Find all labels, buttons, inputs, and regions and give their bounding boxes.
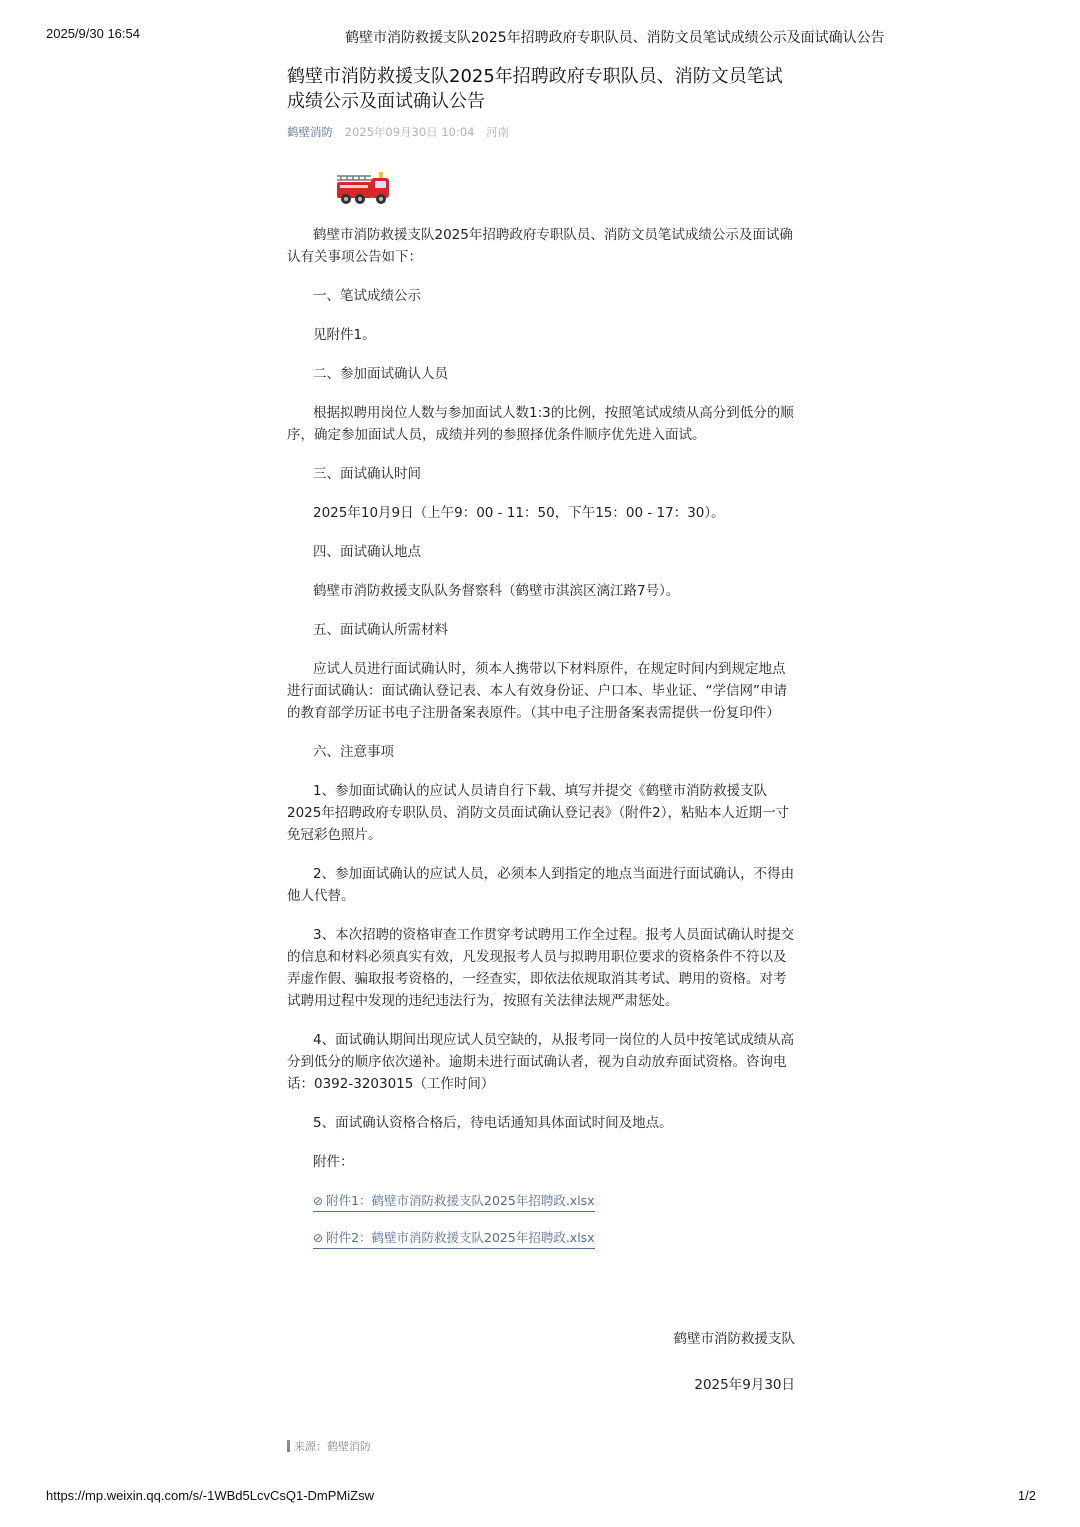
source-text: 来源：鹤壁消防 <box>294 1440 371 1453</box>
paragraph: 3、本次招聘的资格审查工作贯穿考试聘用工作全过程。报考人员面试确认时提交的信息和材料必须真实有效，凡发现报考人员与拟聘用职位要求的资格条件不符以及弄虚作假、骗取报考资格的，一经查实，即依法依规取消其考试、聘用的资格。对考试聘用过程中发现的违纪违法行为，按照有关法律法规严肃惩处。 <box>287 927 795 1009</box>
paragraph: 1、参加面试确认的应试人员请自行下载、填写并提交《鹤壁市消防救援支队2025年招聘政府专职队员、消防文员面试确认登记表》（附件2），粘贴本人近期一寸免冠彩色照片。 <box>287 783 789 843</box>
section-heading: 六、注意事项 <box>313 744 394 760</box>
attachment-name: 附件2：鹤壁市消防救援支队2025年招聘政.xlsx <box>326 1230 595 1245</box>
paragraph: 鹤壁市消防救援支队2025年招聘政府专职队员、消防文员笔试成绩公示及面试确认有关事项公告如下： <box>287 227 793 265</box>
signature-org: 鹤壁市消防救援支队 <box>673 1331 795 1347</box>
attachment-name: 附件1：鹤壁市消防救援支队2025年招聘政.xlsx <box>326 1193 595 1208</box>
section-heading: 四、面试确认地点 <box>313 544 421 560</box>
section-heading: 三、面试确认时间 <box>313 466 421 482</box>
paragraph: 2025年10月9日（上午9：00 - 11：50，下午15：00 - 17：30）。 <box>313 505 725 521</box>
source-line <box>287 1438 371 1454</box>
attachment-link-2[interactable] <box>313 1228 595 1249</box>
paragraph: 鹤壁市消防救援支队队务督察科（鹤壁市淇滨区漓江路7号）。 <box>313 583 680 599</box>
paperclip-icon: ⊘ <box>313 1231 324 1245</box>
attachment-link-1[interactable] <box>313 1191 595 1212</box>
print-header-title: 鹤壁市消防救援支队2025年招聘政府专职队员、消防文员笔试成绩公示及面试确认公告 <box>345 30 885 46</box>
publish-location: 河南 <box>486 125 510 139</box>
article-meta <box>287 124 795 140</box>
signature <box>287 1328 795 1396</box>
source-bar <box>287 1440 290 1452</box>
paragraph: 见附件1。 <box>313 327 376 343</box>
account-name-link[interactable]: 鹤壁消防 <box>287 125 333 139</box>
article-title: 鹤壁市消防救援支队2025年招聘政府专职队员、消防文员笔试成绩公示及面试确认公告 <box>287 66 783 112</box>
signature-date: 2025年9月30日 <box>694 1377 795 1393</box>
paperclip-icon: ⊘ <box>313 1194 324 1208</box>
section-heading: 一、笔试成绩公示 <box>313 288 421 304</box>
attachment-row <box>287 1190 795 1212</box>
attachments-label: 附件： <box>313 1154 354 1170</box>
article-body <box>287 224 795 1249</box>
publish-date: 2025年09月30日 10:04 <box>344 125 475 139</box>
article <box>287 64 795 1396</box>
fire-truck-icon <box>335 170 391 206</box>
paragraph: 4、面试确认期间出现应试人员空缺的，从报考同一岗位的人员中按笔试成绩从高分到低分的顺序依次递补。逾期未进行面试确认者，视为自动放弃面试资格。咨询电话：0392-3203015（工作时间） <box>287 1032 795 1092</box>
paragraph: 根据拟聘用岗位人数与参加面试人数1:3的比例，按照笔试成绩从高分到低分的顺序，确定参加面试人员，成绩并列的参照择优条件顺序优先进入面试。 <box>287 405 794 443</box>
paragraph: 5、面试确认资格合格后，待电话通知具体面试时间及地点。 <box>313 1115 673 1131</box>
attachment-row <box>287 1227 795 1249</box>
paragraph: 应试人员进行面试确认时，须本人携带以下材料原件，在规定时间内到规定地点进行面试确认：面试确认登记表、本人有效身份证、户口本、毕业证、“学信网”申请的教育部学历证书电子注册备案表原件。（其中电子注册备案表需提供一份复印件） <box>287 661 787 721</box>
section-heading: 五、面试确认所需材料 <box>313 622 448 638</box>
page-url: https://mp.weixin.qq.com/s/-1WBd5LcvCsQ1-DmPMiZsw <box>46 1488 374 1503</box>
page-number: 1/2 <box>1017 1488 1036 1503</box>
section-heading: 二、参加面试确认人员 <box>313 366 448 382</box>
paragraph: 2、参加面试确认的应试人员，必须本人到指定的地点当面进行面试确认，不得由他人代替。 <box>287 866 795 904</box>
print-datetime: 2025/9/30 16:54 <box>46 26 140 41</box>
